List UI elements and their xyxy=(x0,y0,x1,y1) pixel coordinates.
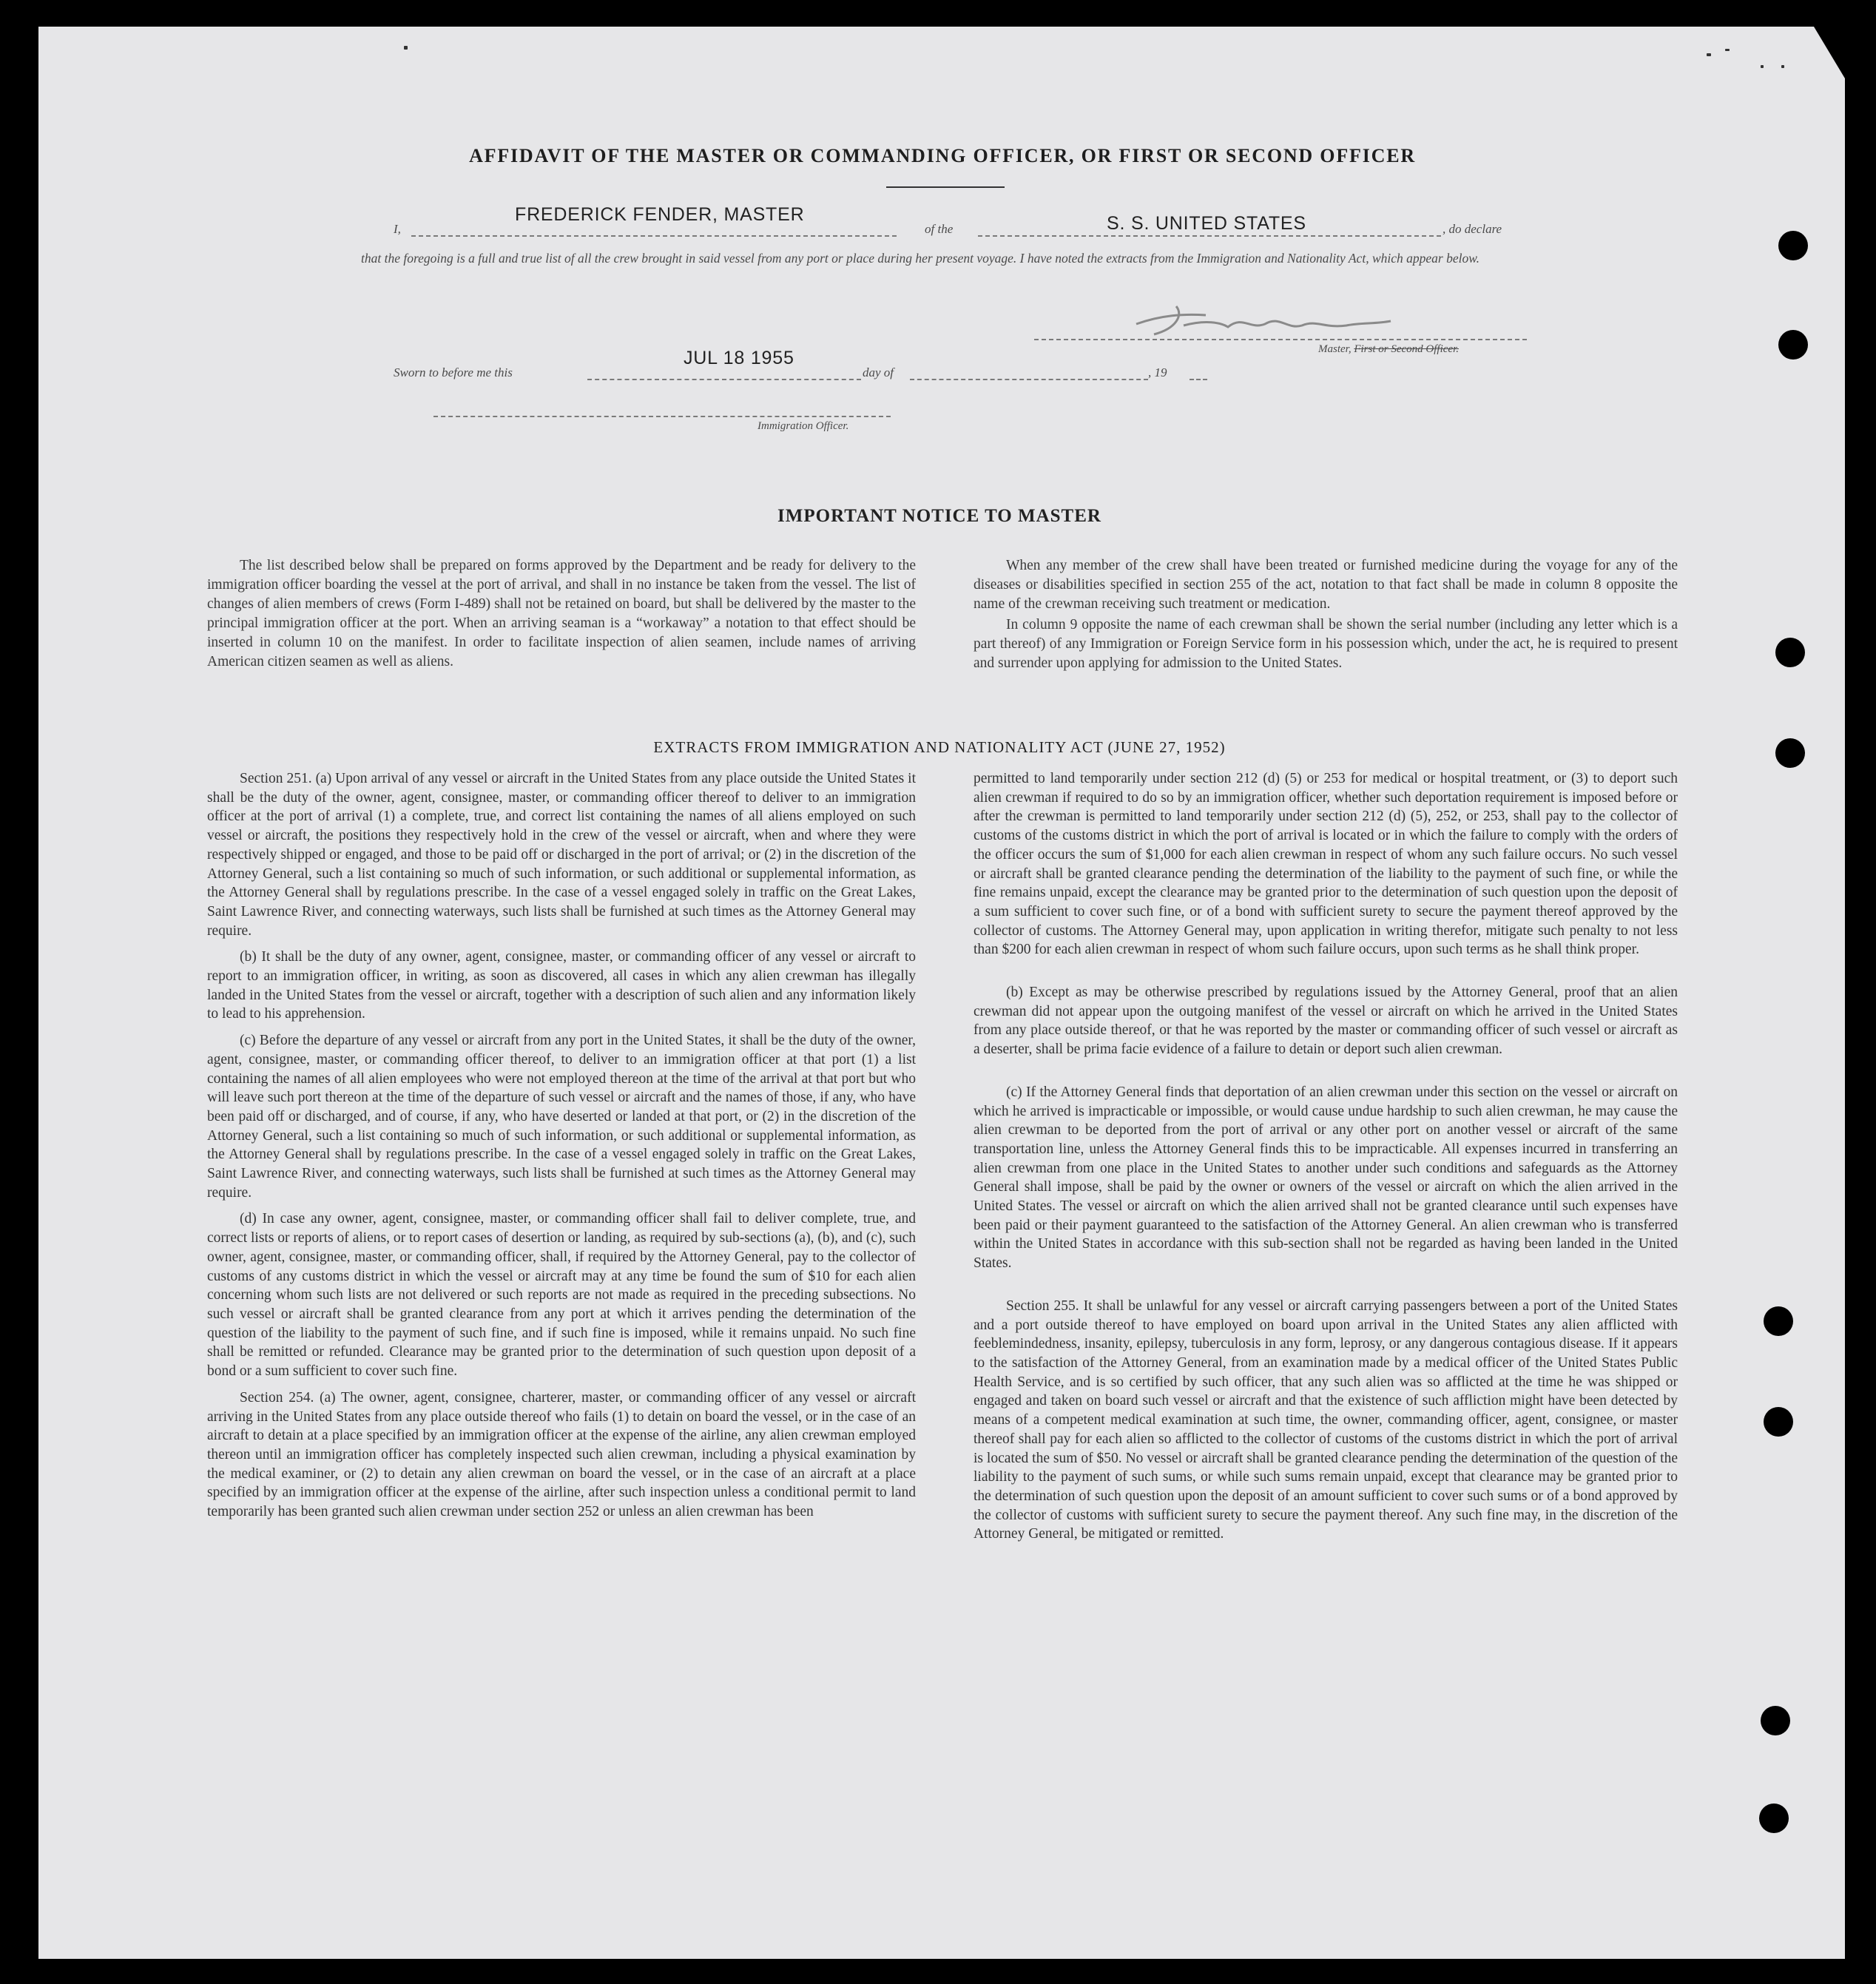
title-divider xyxy=(886,186,1005,188)
vessel-name-value: S. S. UNITED STATES xyxy=(1107,213,1306,234)
extract-paragraph: Section 255. It shall be unlawful for any vessel or aircraft carrying passengers between a port of the United States and a port outside thereof to have employed on board upon arrival in the United States any alien afflicted with feeblemindedness, insanity, epilepsy, tuberculosis in any form, leprosy, or any dangerous contagious disease. If it appears to the satisfaction of the Attorney General, from an examination made by a medical officer of the United States Public Health Service, and is so certified by such officer, that any such alien was so afflicted at the time he was shipped or engaged and taken on board such vessel or aircraft and that the existence of such affliction might have been detected by means of a competent medical examination at such time, the owner, commanding officer, agent, consignee, or master thereof shall pay for each alien so afflicted to the collector of customs of the customs district in which the port of arrival is located the sum of $50. No vessel or aircraft shall be granted clearance pending the determination of the question of the liability to the payment of such sums, or while such sums remain unpaid, except that clearance may be granted prior to the determination of such question upon the deposit of an amount sufficient to cover such sums or of a bond approved by the collector of customs with sufficient surety to secure the payment thereof. Any such fine may, in the discretion of the Attorney General, be mitigated or remitted. xyxy=(974,1298,1678,1542)
i-label: I, xyxy=(394,222,401,236)
vessel-line xyxy=(978,235,1441,237)
of-the-label: of the xyxy=(925,222,954,236)
immigration-officer-label: Immigration Officer. xyxy=(758,420,849,432)
signature-line xyxy=(1034,339,1527,340)
punch-hole xyxy=(1764,1407,1793,1437)
punch-hole xyxy=(1759,1804,1789,1833)
ink-speck xyxy=(1725,49,1730,51)
extract-paragraph: (c) If the Attorney General finds that deportation of an alien crewman under this section on the vessel or aircraft on which he arrived is impracticable or impossible, or would cause undue hardship to such alien crewman, he may cause the alien crewman to be deported from the port of arrival or any other port on another vessel or aircraft of the same transportation line, unless the Attorney General finds this to be impracticable. All expenses incurred in transferring an alien crewman from one place in the United States to another under such conditions and safeguards as the Attorney General shall impose, shall be paid by the owner or owners of the vessel or aircraft on which the alien arrived in the United States. The vessel or aircraft on which the alien arrived shall not be granted clearance until such expenses have been paid or their payment guaranteed to the satisfaction of the Attorney General. An alien crewman who is transferred within the United States in accordance with this sub-section shall not be regarded as having been landed in the United States. xyxy=(974,1084,1678,1272)
punch-hole xyxy=(1778,330,1808,360)
day-of-label: day of xyxy=(863,365,894,379)
extract-paragraph: Section 251. (a) Upon arrival of any vessel or aircraft in the United States from any place outside the United States it shall be the duty of the owner, agent, consignee, master, or commanding officer thereof to deliver to an immigration officer at the port of arrival (1) a complete, true, and correct list containing the names of all aliens employed on such vessel or aircraft, the positions they respectively hold in the crew of the vessel or aircraft, when and where they were respectively shipped or engaged, and those to be paid off or discharged in the port of arrival; or (2) in the discretion of the Attorney General, such a list containing so much of such information, or such additional or supplemental information, as the Attorney General shall by regulations prescribe. In the case of a vessel engaged solely in traffic on the Great Lakes, Saint Lawrence River, and connecting waterways, such lists shall be furnished at such times as the Attorney General may require. xyxy=(207,771,916,939)
notice-paragraph: The list described below shall be prepared on forms approved by the Department and be ready for delivery to the immigration officer boarding the vessel at the port of arrival, and shall in no instance be taken from the vessel. The list of changes of alien members of crews (Form I-489) shall not be retained on board, but shall be delivered by the master to the principal immigration officer at the port. When an arriving seaman is a “workaway” a notation to that effect should be inserted in column 10 on the manifest. In order to facilitate inspection of alien seamen, include names of arriving American citizen seamen as well as aliens. xyxy=(207,558,916,669)
extract-paragraph: (b) It shall be the duty of any owner, agent, consignee, master, or commanding officer of any vessel or aircraft to report to an immigration officer, in writing, as soon as discovered, all cases in which any alien crewman has illegally landed in the United States from the vessel or aircraft, together with a description of such alien and any information likely to lead to his apprehension. xyxy=(207,949,916,1022)
notice-left-column xyxy=(207,556,916,679)
punch-hole xyxy=(1775,638,1805,667)
name-line xyxy=(411,235,897,237)
sworn-month-line xyxy=(910,379,1148,380)
punch-hole xyxy=(1775,738,1805,768)
master-signature xyxy=(1132,293,1398,345)
notice-paragraph: When any member of the crew shall have been treated or furnished medicine during the voyage for any of the diseases or disabilities specified in section 255 of the act, notation to that fact shall be made in column 8 opposite the name of the crewman receiving such treatment or medication. xyxy=(974,558,1678,612)
extracts-title: EXTRACTS FROM IMMIGRATION AND NATIONALITY ACT (JUNE 27, 1952) xyxy=(653,738,1226,756)
ink-speck xyxy=(1761,65,1764,68)
extract-paragraph: Section 254. (a) The owner, agent, consignee, charterer, master, or commanding officer of any vessel or aircraft arriving in the United States from any place outside thereof who fails (1) to detain on board the vessel, or in the case of an aircraft to detain at a place specified by an immigration officer at the expense of the airline, any alien crewman employed thereon until an immigration officer has completely inspected such alien crewman, including a physical examination by the medical examiner, or (2) to detain any alien crewman on board the vessel, or in the case of an aircraft at a place specified by an immigration officer at the expense of the airline, after such inspection unless a conditional permit to land temporarily has been granted such alien crewman under section 252 or unless an alien crewman has been xyxy=(207,1389,916,1520)
extract-paragraph: permitted to land temporarily under section 212 (d) (5) or 253 for medical or hospital treatment, or (3) to deport such alien crewman if required to do so by an immigration officer, whether such deportation requirement is imposed before or after the crewman is permitted to land temporarily under section 212 (d) (5), 252, or 253, shall pay to the collector of customs of the customs district in which the port of arrival is located or in which the failure to comply with the orders of the officer occurs the sum of $1,000 for each alien crewman in respect of whom any such failure occurs. No such vessel or aircraft shall be granted clearance pending the determination of the liability to the payment of such fine, or while the fine remains unpaid, except the clearance may be granted prior to the determination of such question upon the deposit of a sum sufficient to cover such fine, or of a bond with sufficient surety to secure the payment thereof approved by the collector of customs. The Attorney General may, upon application in writing therefor, mitigate such penalty to not less than $200 for each alien crewman in respect of whom such failure occurs, upon such terms as he shall think proper. xyxy=(974,771,1678,958)
extracts-right-column xyxy=(974,769,1678,1551)
ink-speck xyxy=(404,46,408,50)
do-declare-label: , do declare xyxy=(1443,222,1502,236)
struck-officer-label: First or Second Officer. xyxy=(1354,343,1459,355)
extract-paragraph: (b) Except as may be otherwise prescribed by regulations issued by the Attorney General, proof that an alien crewman did not appear upon the outgoing manifest of the vessel or aircraft on which he arrived in the United States from any place outside thereof, or that he was reported by the master or commanding officer of such vessel or aircraft as a deserter, shall be prima facie evidence of a failure to detain or deport such alien crewman. xyxy=(974,985,1678,1058)
declaration-text: that the foregoing is a full and true list of all the crew brought in said vessel from any port or place during her present voyage. I have noted the extracts from the Immigration and Nationality Act, which appear below. xyxy=(361,251,1479,266)
extracts-left-column xyxy=(207,769,916,1529)
master-label xyxy=(1318,343,1459,356)
master-title: Master, xyxy=(1318,343,1352,355)
notice-paragraph: In column 9 opposite the name of each crewman shall be shown the serial number (including any letter which is a part thereof) of any Immigration or Foreign Service form in his possession which, under the act, he is required to present and surrender upon applying for admission to the United States. xyxy=(974,617,1678,671)
extract-paragraph: (c) Before the departure of any vessel or aircraft from any port in the United States, it shall be the duty of the owner, agent, consignee, master, or commanding officer thereof, to deliver to an immigration officer at that port (1) a list containing the names of all alien employees who were not employed thereon at the time of the arrival at that port but who will leave such port thereon at the time of the departure of such vessel or aircraft and the names of those, if any, who have been paid off or discharged, and of course, if any, who have deserted or landed at that port, or (2) in the discretion of the Attorney General, such a list containing so much of such information, or such additional or supplemental information, as the Attorney General shall by regulations prescribe. In the case of a vessel engaged solely in traffic on the Great Lakes, Saint Lawrence River, and connecting waterways, such lists shall be furnished at such times as the Attorney General may require. xyxy=(207,1033,916,1201)
ink-speck xyxy=(1707,53,1711,56)
master-name-value: FREDERICK FENDER, MASTER xyxy=(515,204,805,225)
ink-speck xyxy=(1781,65,1784,68)
year-label: , 19 xyxy=(1148,365,1167,379)
affidavit-title: AFFIDAVIT OF THE MASTER OR COMMANDING OFFICER, OR FIRST OR SECOND OFFICER xyxy=(469,145,1416,166)
sworn-year-line xyxy=(1190,379,1207,380)
punch-hole xyxy=(1778,231,1808,260)
sworn-day-line xyxy=(587,379,861,380)
notice-title: IMPORTANT NOTICE TO MASTER xyxy=(777,506,1101,526)
sworn-label: Sworn to before me this xyxy=(394,365,513,379)
punch-hole xyxy=(1761,1706,1790,1735)
punch-hole xyxy=(1764,1306,1793,1336)
notice-right-column xyxy=(974,556,1678,681)
extract-paragraph: (d) In case any owner, agent, consignee, master, or commanding officer shall fail to deliver complete, true, and correct lists or reports of aliens, or to report cases of desertion or landing, as required by sub-sections (a), (b), and (c), such owner, agent, consignee, master, or commanding officer, shall, if required by the Attorney General, pay to the collector of customs of any customs district in which the vessel or aircraft may at any time be found the sum of $10 for each alien concerning whom such lists are not delivered or such reports are not made as required in the preceding subsections. No such vessel or aircraft shall be granted clearance from any port at which it arrives pending the determination of the question of the liability to the payment of such fine, and if such fine is imposed, while it remains unpaid. No such fine shall be remitted or refunded. Clearance may be granted prior to the determination of such question upon deposit of a bond or a sum sufficient to cover such fine. xyxy=(207,1211,916,1380)
officer-signature-line xyxy=(433,416,891,417)
sworn-date-stamp: JUL 18 1955 xyxy=(684,348,794,368)
